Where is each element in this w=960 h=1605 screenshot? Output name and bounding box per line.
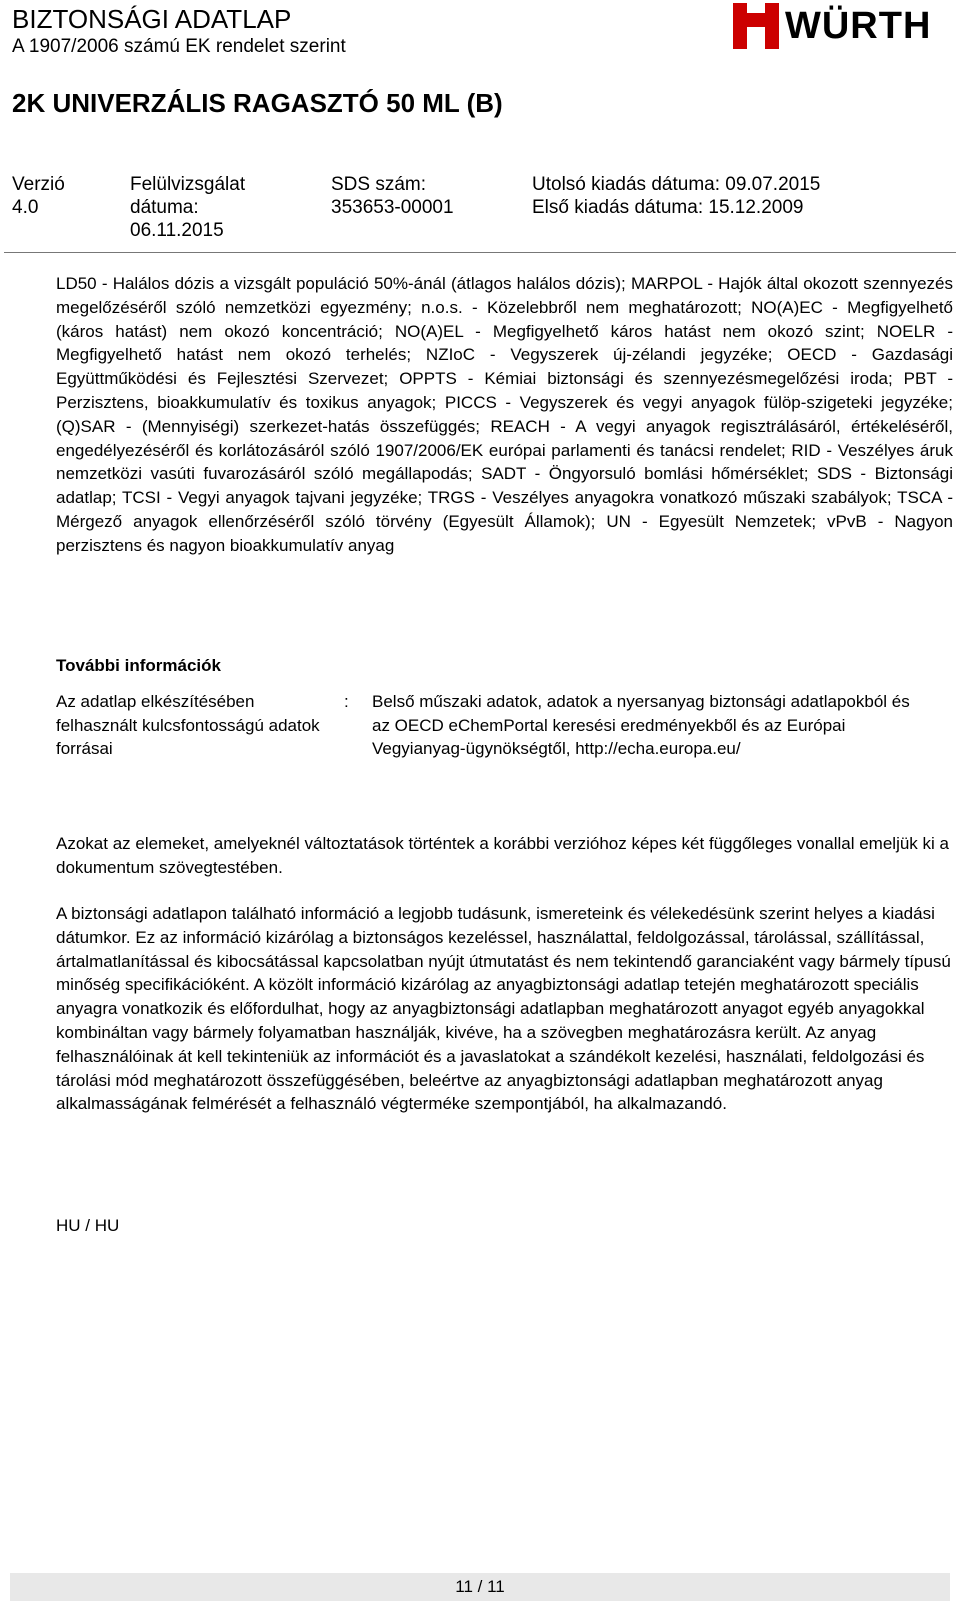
version-value: 4.0 <box>12 197 39 218</box>
document-title: BIZTONSÁGI ADATLAP <box>12 4 292 34</box>
disclaimer-paragraph: A biztonsági adatlapon található információ a legjobb tudásunk, ismereteink és vélekedésünk szerint helyes a kiadási dátumkor. Ez az információ kizárólag a biztonságos kezeléssel, használattal, feldolgozással, tárolással, szállítással, ártalmatlanítással és kibocsátással kapcsolatban nyújt útmutatást és nem tekintendő garanciaként vagy bármely típusú minőség specifikációként. A közölt információ kizárólag az anyagbiztonsági adatlap tetején meghatározott speciális anyagra vonatkozik és előfordulhat, hogy az anyagbiztonsági adatlapban meghatározott anyagot egyéb anyagokkal kombináltan vagy bármely folyamatban használják, kivéve, ha a szövegben meghatározásra került. Az anyag felhasználóinak át kell tekinteniük az információt és a javaslatokat a szándékolt kezelési, használati, feldolgozási és tárolási mód meghatározott összefüggésében, beleértve az anyagbiztonsági adatlapban meghatározott anyag alkalmasságának felmérését a felhasználó végterméke szempontjából, ha alkalmazandó. <box>56 904 951 1114</box>
product-name: 2K UNIVERZÁLIS RAGASZTÓ 50 ML (B) <box>12 88 503 118</box>
revision-label: Felülvizsgálat <box>130 174 246 195</box>
revision-label-2: dátuma: <box>130 197 199 218</box>
abbreviations-paragraph: LD50 - Halálos dózis a vizsgált populáció 50%-ánál (átlagos halálos dózis); MARPOL - Hajók által okozott szennyezés megelőzéséről szóló nemzetközi egyezmény; n.o.s. - Közelebbről nem meghatározott; NO(A)EC - Megfigyelhető (káros hatást) nem okozó koncentráció; NO(A)EL - Megfigyelhető káros hatást nem okozó szint; NOELR - Megfigyelhető hatást nem okozó terhelés; NZIoC - Vegyszerek új-zélandi jegyzéke; OECD - Gazdasági Együttműködési és Fejlesztési Szervezet; OPPTS - Kémiai biztonsági és szennyezésmegelőzési iroda; PBT - Perzisztens, bioakkumulatív és toxikus anyagok; PICCS - Vegyszerek és vegyi anyagok fülöp-szigeteki jegyzéke; (Q)SAR - (Mennyiségi) szerkezet-hatás összefüggés; REACH - A vegyi anyagok regisztrálásáról, értékeléséről, engedélyezéséről és korlátozásáról szóló 1907/2006/EK európai parlamenti és tanácsi rendelet; RID - Veszélyes áruk nemzetközi vasúti fuvarozásáról szóló megállapodás; SADT - Öngyorsuló bomlási hőmérséklet; SDS - Biztonsági adatlap; TCSI - Vegyi anyagok tajvani jegyzéke; TRGS - Veszélyes anyagokra vonatkozó műszaki szabályok; TSCA - Mérgező anyagok ellenőrzéséről szóló törvény (Egyesült Államok); UN - Egyesült Nemzetek; vPvB - Nagyon perzisztens és nagyon bioakkumulatív anyag <box>56 274 953 555</box>
changes-note: Azokat az elemeket, amelyeknél változtatások történtek a korábbi verzióhoz képes két függőleges vonallal emeljük ki a dokumentum szövegtestében. <box>56 834 949 877</box>
further-info-heading: További információk <box>56 656 221 675</box>
language-code: HU / HU <box>56 1216 120 1235</box>
revision-value: 06.11.2015 <box>130 220 224 241</box>
data-sources-value: Belső műszaki adatok, adatok a nyersanyag biztonsági adatlapokból és az OECD eChemPortal keresési eredményekből és az Európai Vegyianyag-ügynökségtől, http://echa.europa.eu/ <box>372 692 910 758</box>
wurth-logo <box>733 2 958 50</box>
version-block <box>12 173 65 219</box>
wurth-logo-mark-icon <box>733 3 779 49</box>
issue-dates-block <box>532 173 820 219</box>
data-sources-label: Az adatlap elkészítésében felhasznált kulcsfontosságú adatok forrásai <box>56 692 320 758</box>
document-subtitle: A 1907/2006 számú EK rendelet szerint <box>12 36 346 57</box>
sds-label: SDS szám: <box>331 174 427 195</box>
page-number: 11 / 11 <box>455 1577 505 1596</box>
sds-block <box>331 173 454 219</box>
brand-wordmark: WÜRTH <box>785 5 932 47</box>
sds-value: 353653-00001 <box>331 197 454 218</box>
revision-block <box>130 173 245 242</box>
page-footer <box>10 1573 950 1601</box>
data-sources-colon: : <box>344 692 349 711</box>
version-label: Verzió <box>12 174 65 195</box>
last-issue-date: Utolsó kiadás dátuma: 09.07.2015 <box>532 174 821 195</box>
header-divider <box>4 252 956 253</box>
first-issue-date: Első kiadás dátuma: 15.12.2009 <box>532 197 804 218</box>
